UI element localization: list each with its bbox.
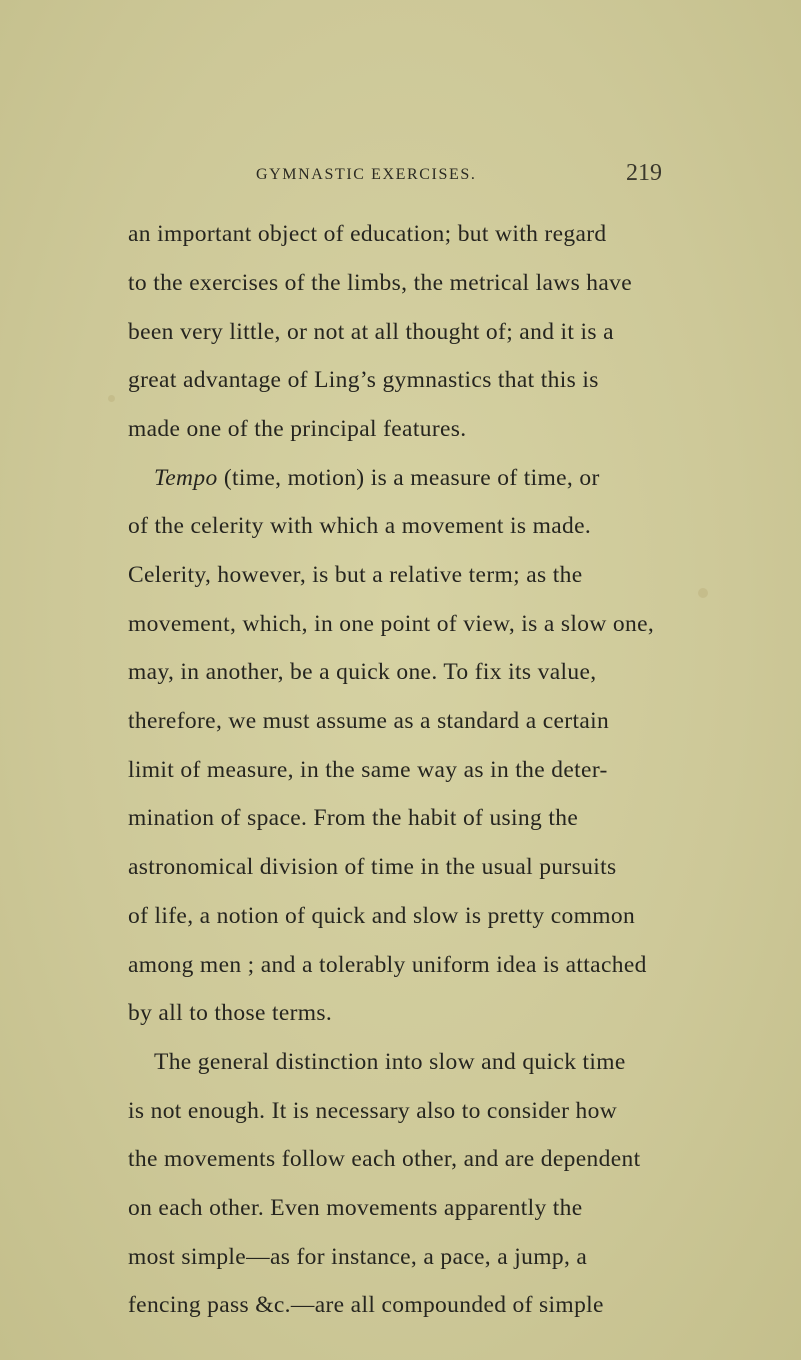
text-line: of the celerity with which a movement is made. [128, 513, 592, 539]
running-head: GYMNASTIC EXERCISES. [256, 166, 477, 183]
text-line: movement, which, in one point of view, is a slow one, [128, 611, 655, 637]
text-line: fencing pass &c.—are all compounded of simple [128, 1292, 604, 1318]
text-line: Celerity, however, is but a relative term; as the [128, 562, 583, 588]
text-line: limit of measure, in the same way as in the deter- [128, 757, 608, 783]
page-number: 219 [626, 160, 662, 186]
text-line: therefore, we must assume as a standard a certain [128, 708, 610, 734]
text-line: most simple—as for instance, a pace, a jump, a [128, 1244, 588, 1270]
text-line: an important object of education; but with regard [128, 221, 607, 247]
text-line: by all to those terms. [128, 1000, 333, 1026]
text-line: been very little, or not at all thought of; and it is a [128, 319, 614, 345]
text-line: among men ; and a tolerably uniform idea is attached [128, 952, 647, 978]
text-line [154, 465, 600, 492]
text-line: of life, a notion of quick and slow is pretty common [128, 903, 636, 929]
text-line: great advantage of Ling’s gymnastics that this is [128, 367, 599, 393]
text-line: to the exercises of the limbs, the metrical laws have [128, 270, 633, 296]
text-line: made one of the principal features. [128, 416, 467, 442]
italic-term: Tempo [154, 465, 218, 491]
text-line: on each other. Even movements apparently the [128, 1195, 583, 1221]
text-line: may, in another, be a quick one. To fix its value, [128, 659, 597, 685]
text-line: mination of space. From the habit of using the [128, 805, 579, 831]
text-line: the movements follow each other, and are dependent [128, 1146, 641, 1172]
text-line: astronomical division of time in the usual pursuits [128, 854, 617, 880]
text-line-rest: (time, motion) is a measure of time, or [223, 465, 600, 491]
text-line: is not enough. It is necessary also to consider how [128, 1098, 618, 1124]
text-line: The general distinction into slow and quick time [154, 1049, 626, 1075]
